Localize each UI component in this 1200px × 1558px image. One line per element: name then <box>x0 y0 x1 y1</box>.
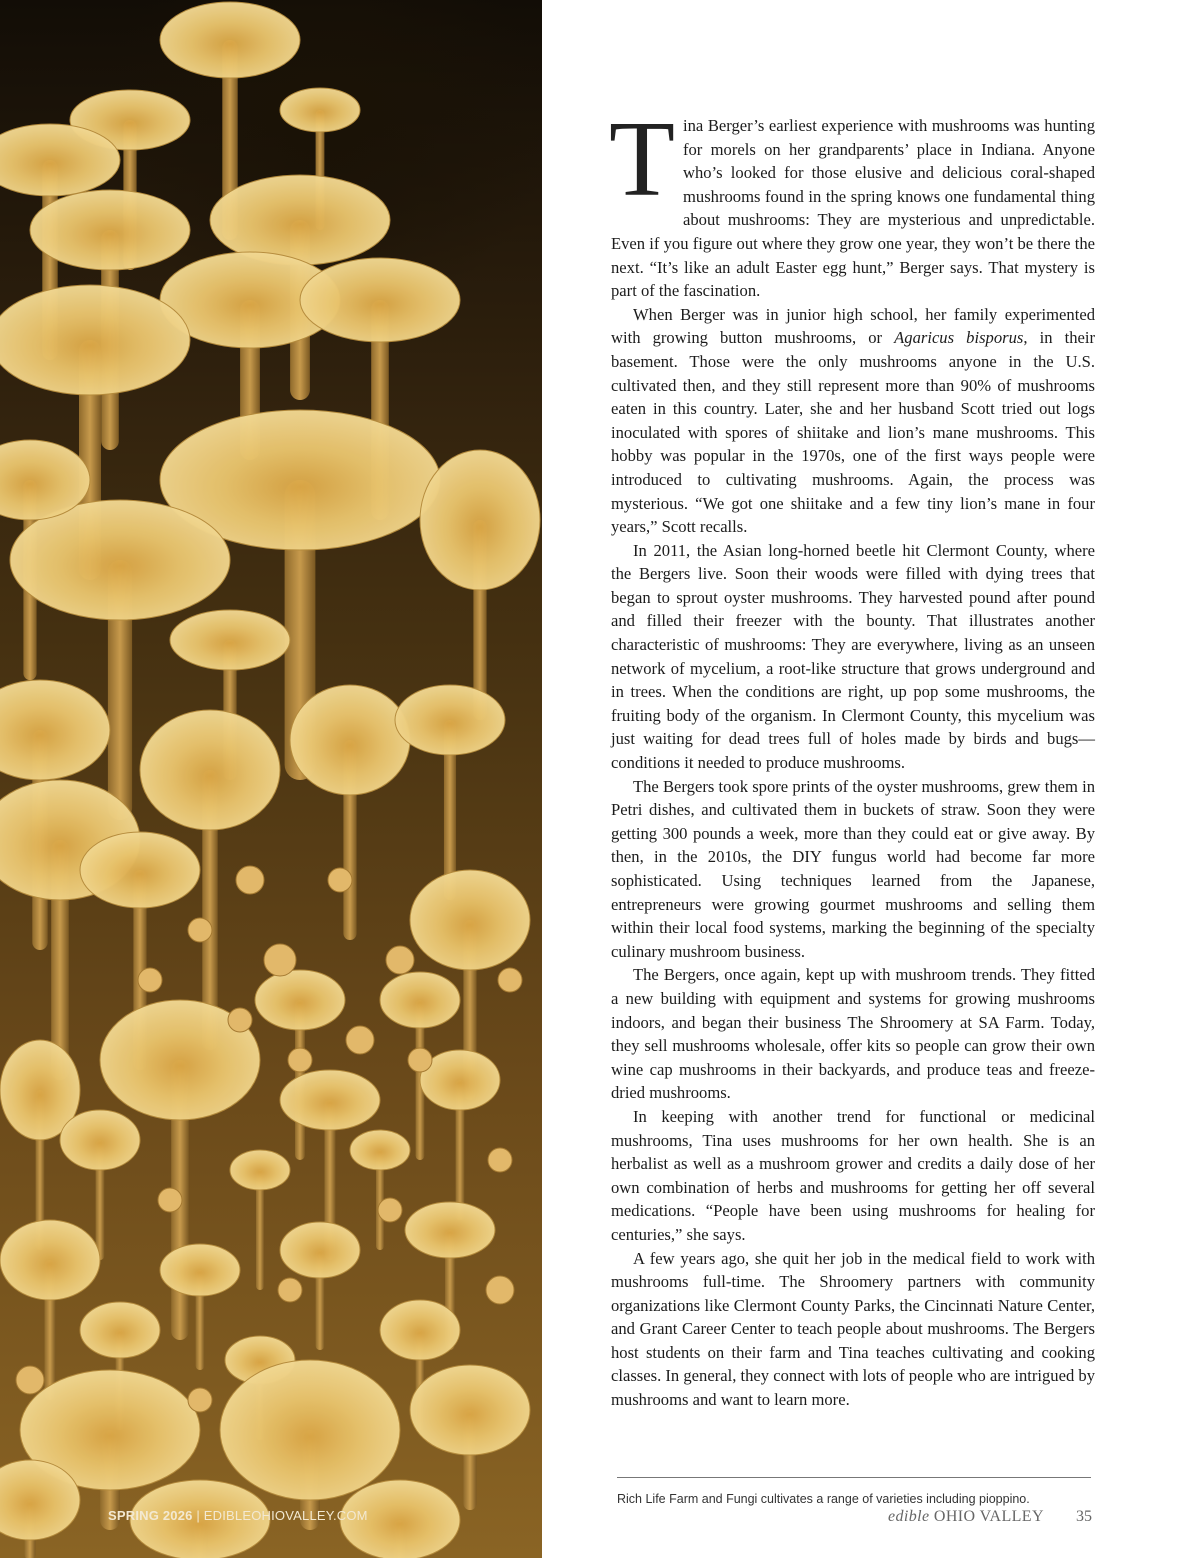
button-mushroom <box>328 868 352 892</box>
paragraph-1 <box>609 100 1095 303</box>
paragraph-7: A few years ago, she quit her job in the medical field to work with mushrooms full-time. The Shroomery partners with community organizations like Clermont County Parks, the Cincinnati Nature Center, and Grant Career Center to teach people about mushrooms. The Bergers host students on their farm and Tina teaches cultivating and cooking classes. In general, they connect with lots of people who are intrigued by mushrooms and want to learn more. <box>611 1248 1095 1410</box>
button-mushroom <box>16 1366 44 1394</box>
mushroom-cap <box>0 680 110 780</box>
caption-divider <box>617 1477 1091 1478</box>
button-mushroom <box>386 946 414 974</box>
mushroom-cap <box>350 1130 410 1170</box>
mushroom-cap <box>0 285 190 395</box>
mushroom-cap <box>405 1202 495 1258</box>
button-mushroom <box>138 968 162 992</box>
article-body <box>609 100 1096 1412</box>
mushroom-cap <box>280 1070 380 1130</box>
page-number: 35 <box>1076 1508 1092 1525</box>
paragraph-2 <box>611 303 1095 539</box>
mushroom-photo <box>0 0 542 1558</box>
mushroom-cap <box>80 832 200 908</box>
magazine-brand <box>888 1508 1044 1526</box>
mushroom-cap <box>230 1150 290 1190</box>
paragraph-4: The Bergers took spore prints of the oyster mushrooms, grew them in Petri dishes, and cultivated them in buckets of straw. Soon they were getting 300 pounds a week, more than they could eat or give away. By then, in the 2010s, the DIY fungus world had become far more sophisticated. Using techniques learned from the Japanese, entrepreneurs were growing gourmet mushrooms and selling them within their local food systems, marking the beginning of the specialty culinary mushroom business. <box>611 776 1095 961</box>
drop-cap: T <box>609 100 675 219</box>
mushroom-cap <box>300 258 460 342</box>
button-mushroom <box>378 1198 402 1222</box>
paragraph-2-text-a: When Berger was in junior high school, her family experimented with growing button mushrooms, or <box>611 304 1095 348</box>
button-mushroom <box>288 1048 312 1072</box>
mushroom-cap <box>410 870 530 970</box>
paragraph-2-text-b: , in their basement. Those were the only mushrooms anyone in the U.S. cultivated then, and they still represent more than 90% of mushrooms eaten in this country. Later, she and her husband Scott tried out logs inoculated with spores of shiitake and lion’s mane mushrooms. This hobby was popular in the 1970s, one of the first ways people were introduced to cultivating mushrooms. Again, the process was mysterious. “We got one shiitake and a few tiny lion’s mane in four years,” Scott recalls. <box>611 328 1096 537</box>
mushroom-cap <box>160 2 300 78</box>
mushroom-cap <box>380 972 460 1028</box>
mushroom-cap <box>290 685 410 795</box>
scientific-name: Agaricus bisporus <box>894 328 1024 348</box>
mushroom-cap <box>410 1365 530 1455</box>
mushroom-cap <box>280 1222 360 1278</box>
mushroom-cap <box>80 1302 160 1358</box>
website-link[interactable]: EDIBLEOHIOVALLEY.COM <box>203 1508 368 1523</box>
mushroom-cap <box>170 610 290 670</box>
button-mushroom <box>188 1388 212 1412</box>
mushroom-cap <box>210 175 390 265</box>
paragraph-5: The Bergers, once again, kept up with mushroom trends. They fitted a new building with equipment and systems for growing mushrooms indoors, and began their business The Shroomery at SA Farm. Today, they sell mushrooms wholesale, offer kits so people can grow their own wine cap mushrooms in their backyards, and produce teas and freeze-dried mushrooms. <box>611 965 1095 1103</box>
brand-name: OHIO VALLEY <box>929 1508 1044 1525</box>
mushroom-cap <box>140 710 280 830</box>
mushroom-cap <box>395 685 505 755</box>
mushroom-cap <box>280 88 360 132</box>
mushroom-cap <box>220 1360 400 1500</box>
paragraph-1-text: ina Berger’s earliest experience with mushrooms was hunting for morels on her grandparents’ place in Indiana. Anyone who’s looked for those elusive and delicious coral-shaped mushrooms found in the spring knows one fundamental thing about mushrooms: They are mysterious and unpredictable. Even if you figure out where they grow one year, they won’t be there the next. “It’s like an adult Easter egg hunt,” Berger says. That mystery is part of the fascination. <box>611 116 1095 301</box>
mushroom-cap <box>0 1220 100 1300</box>
button-mushroom <box>158 1188 182 1212</box>
mushroom-cap <box>380 1300 460 1360</box>
mushroom-cluster-illustration <box>0 0 542 1558</box>
issue-footer <box>108 1508 368 1523</box>
paragraph-3: In 2011, the Asian long-horned beetle hit Clermont County, where the Bergers live. Soon their woods were filled with dying trees that began to sprout oyster mushrooms. They harvested pound after pound and filled their freezer with the bounty. That illustrates another characteristic of mushrooms: They are everywhere, living as an unseen network of mycelium, a root-like structure that grows underground and in trees. When the conditions are right, up pop some mushrooms, the fruiting body of the organism. In Clermont County, this mycelium was just waiting for dead trees full of holes made by birds and bugs—conditions it needed to produce mushrooms. <box>611 540 1095 773</box>
button-mushroom <box>236 866 264 894</box>
button-mushroom <box>408 1048 432 1072</box>
mushroom-cap <box>420 450 540 590</box>
brand-italic: edible <box>888 1508 930 1525</box>
button-mushroom <box>188 918 212 942</box>
photo-caption: Rich Life Farm and Fungi cultivates a range of varieties including pioppino. <box>617 1492 1030 1506</box>
button-mushroom <box>264 944 296 976</box>
button-mushroom <box>228 1008 252 1032</box>
button-mushroom <box>278 1278 302 1302</box>
button-mushroom <box>498 968 522 992</box>
button-mushroom <box>346 1026 374 1054</box>
paragraph-6: In keeping with another trend for functional or medicinal mushrooms, Tina uses mushrooms for her own health. She is an herbalist as well as a mushroom grower and credits a daily dose of her own combination of herbs and mushrooms for getting her off several medications. “People have been using mushrooms for healing for centuries,” she says. <box>611 1106 1095 1244</box>
footer-separator: | <box>192 1508 204 1523</box>
page-footer <box>880 1508 1092 1528</box>
mushroom-cap <box>160 1244 240 1296</box>
button-mushroom <box>488 1148 512 1172</box>
mushroom-cap <box>60 1110 140 1170</box>
mushroom-cap <box>255 970 345 1030</box>
issue-date: SPRING 2026 <box>108 1508 193 1523</box>
mushroom-cap <box>30 190 190 270</box>
button-mushroom <box>486 1276 514 1304</box>
